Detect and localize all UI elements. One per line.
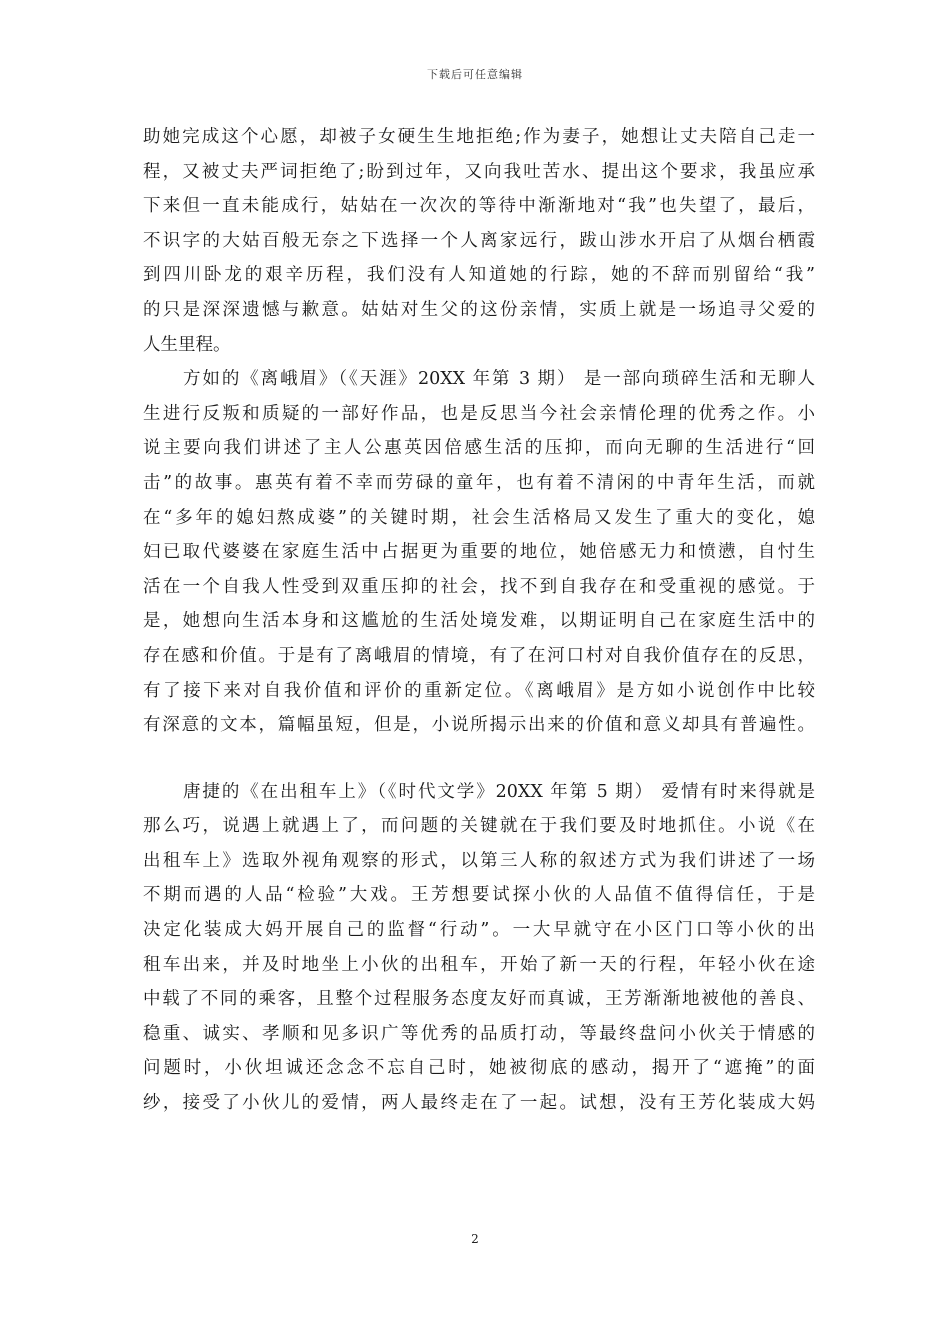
document-body — [143, 120, 815, 1121]
text-line: 中载了不同的乘客，且整个过程服务态度友好而真诚，王芳渐渐地被他的善良、 — [143, 989, 815, 1010]
text-line: 唐捷的《在出租车上》（《时代文学》20XX 年第 5 期） 爱情有时来得就是 — [183, 781, 815, 802]
text-line: 问题时，小伙坦诚还念念不忘自己时，她被彻底的感动，揭开了“遮掩”的面 — [143, 1058, 815, 1079]
text-line: 人生里程。 — [143, 334, 231, 355]
text-line: 存在感和价值。于是有了离峨眉的情境，有了在河口村对自我价值存在的反思， — [143, 645, 815, 666]
text-line: 不识字的大姑百般无奈之下选择一个人离家远行，跋山涉水开启了从烟台栖霞 — [143, 230, 815, 251]
text-line: 出租车上》选取外视角观察的形式，以第三人称的叙述方式为我们讲述了一场 — [143, 850, 815, 871]
text-line: 租车出来，并及时地坐上小伙的出租车，开始了新一天的行程，年轻小伙在途 — [143, 954, 815, 975]
text-line: 活在一个自我人性受到双重压抑的社会，找不到自我存在和受重视的感觉。于 — [143, 576, 815, 597]
text-line: 到四川卧龙的艰辛历程，我们没有人知道她的行踪，她的不辞而别留给“我” — [143, 265, 815, 286]
text-line: 生进行反叛和质疑的一部好作品，也是反思当今社会亲情伦理的优秀之作。小 — [143, 403, 815, 424]
paragraph-spacer — [143, 743, 815, 775]
paragraph-1 — [143, 120, 815, 362]
text-line: 有了接下来对自我价值和评价的重新定位。《离峨眉》是方如小说创作中比较 — [143, 680, 815, 701]
text-line: 助她完成这个心愿，却被子女硬生生地拒绝;作为妻子，她想让丈夫陪自己走一 — [143, 127, 815, 147]
text-line: 纱，接受了小伙儿的爱情，两人最终走在了一起。试想，没有王芳化装成大妈 — [143, 1093, 815, 1114]
text-line: 在“多年的媳妇熬成婆”的关键时期，社会生活格局又发生了重大的变化，媳 — [143, 507, 815, 528]
text-line: 的只是深深遗憾与歉意。姑姑对生父的这份亲情，实质上就是一场追寻父爱的 — [143, 299, 815, 320]
text-line: 是，她想向生活本身和这尴尬的生活处境发难，以期证明自己在家庭生活中的 — [143, 611, 815, 632]
text-line: 妇已取代婆婆在家庭生活中占据更为重要的地位，她倍感无力和愤懑，自忖生 — [143, 542, 815, 563]
page-header: 下载后可任意编辑 — [427, 68, 523, 81]
text-line: 程，又被丈夫严词拒绝了;盼到过年，又向我吐苦水、提出这个要求，我虽应承 — [143, 161, 815, 182]
text-line: 说主要向我们讲述了主人公惠英因倍感生活的压抑，而向无聊的生活进行“回 — [143, 438, 815, 459]
page-number: 2 — [471, 1232, 479, 1246]
text-line: 决定化装成大妈开展自己的监督“行动”。一大早就守在小区门口等小伙的出 — [143, 920, 815, 941]
text-line: 有深意的文本，篇幅虽短，但是，小说所揭示出来的价值和意义却具有普遍性。 — [143, 715, 815, 736]
text-line: 击”的故事。惠英有着不幸而劳碌的童年，也有着不清闲的中青年生活，而就 — [143, 472, 815, 493]
text-line: 不期而遇的人品“检验”大戏。王芳想要试探小伙的人品值不值得信任，于是 — [143, 885, 815, 906]
text-line: 那么巧，说遇上就遇上了，而问题的关键就在于我们要及时地抓住。小说《在 — [143, 816, 815, 837]
text-line: 下来但一直未能成行，姑姑在一次次的等待中渐渐地对“我”也失望了，最后， — [143, 196, 815, 217]
text-line: 稳重、诚实、孝顺和见多识广等优秀的品质打动，等最终盘问小伙关于情感的 — [143, 1023, 815, 1044]
paragraph-2 — [143, 362, 815, 743]
text-line: 方如的《离峨眉》（《天涯》20XX 年第 3 期） 是一部向琐碎生活和无聊人 — [183, 369, 815, 390]
paragraph-3 — [143, 775, 815, 1121]
